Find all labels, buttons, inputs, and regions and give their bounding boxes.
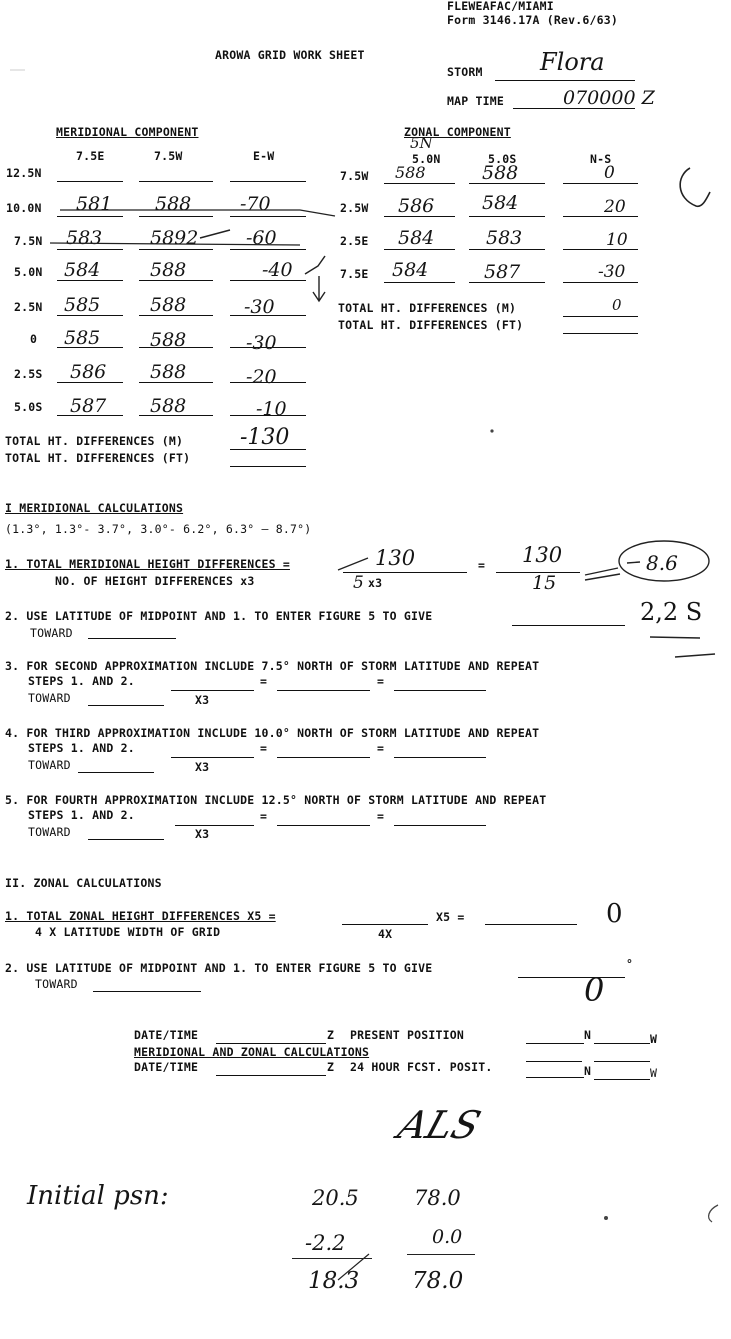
hand-value: 585: [64, 327, 101, 349]
step2-label: 2. USE LATITUDE OF MIDPOINT AND 1. TO ENTER FIGURE 5 TO GIVE: [5, 609, 433, 623]
datetime-label-1: DATE/TIME: [134, 1028, 199, 1042]
hand-value: 20: [604, 197, 626, 217]
step4-steps: STEPS 1. AND 2.: [28, 741, 135, 755]
zonal-step1-denominator: 4 X LATITUDE WIDTH OF GRID: [35, 925, 221, 939]
hand-value: -30: [246, 332, 277, 354]
down-arrow-icon: [313, 276, 325, 301]
row-longitude: 2.5W: [340, 201, 369, 215]
hand-value: -10: [256, 398, 287, 420]
step1-denominator-2: 15: [532, 572, 557, 594]
step4-label: 4. FOR THIRD APPROXIMATION INCLUDE 10.0° NORTH OF STORM LATITUDE AND REPEAT: [5, 726, 540, 740]
storm-label: STORM: [447, 65, 483, 79]
hand-value: 0: [604, 163, 615, 183]
underline-stroke: [650, 637, 700, 638]
present-w-label: W: [650, 1032, 658, 1046]
meridional-total-m-label: TOTAL HT. DIFFERENCES (M): [5, 434, 184, 448]
row-longitude: 2.5E: [340, 234, 369, 248]
step2-value: 2,2 S: [640, 598, 703, 626]
check-mark: [200, 230, 230, 238]
final-latitude: 18.3: [308, 1268, 360, 1294]
zonal-step2-degree: °: [626, 957, 634, 971]
meridional-calc-title: I MERIDIONAL CALCULATIONS: [5, 501, 184, 515]
equals-stroke: [585, 568, 618, 575]
zonal-step2-toward: TOWARD: [35, 977, 78, 991]
org-code: FLEWEAFAC/MIAMI: [447, 0, 554, 13]
hand-value: 584: [392, 259, 429, 281]
check-mark: [305, 256, 325, 274]
zonal-total-ft-label: TOTAL HT. DIFFERENCES (FT): [338, 318, 524, 332]
zonal-calc-title: II. ZONAL CALCULATIONS: [5, 876, 162, 890]
col-e-w: E-W: [253, 149, 275, 163]
step5-toward: TOWARD: [28, 825, 71, 839]
row-latitude: 2.5N: [14, 300, 43, 314]
z-label-2: Z: [327, 1060, 335, 1074]
zonal-step1-result: 0: [606, 899, 623, 929]
step3-x3: X3: [195, 693, 210, 707]
meridional-total-ft-label: TOTAL HT. DIFFERENCES (FT): [5, 451, 191, 465]
hand-value: 588: [150, 395, 187, 417]
zonal-step1-x5: X5 =: [436, 910, 465, 924]
hand-value: 587: [484, 261, 521, 283]
step1-x3: x3: [368, 576, 383, 590]
present-n-label: N: [584, 1028, 592, 1042]
row-latitude: 12.5N: [6, 166, 42, 180]
initial-longitude: 78.0: [414, 1186, 461, 1210]
step4-eq-b: =: [377, 741, 385, 755]
minus-stroke: [338, 558, 368, 570]
row-latitude: 10.0N: [6, 201, 42, 215]
hand-value: 10: [606, 230, 628, 250]
row-latitude: 7.5N: [14, 234, 43, 248]
col-7-5e: 7.5E: [76, 149, 105, 163]
minus-stroke: [627, 562, 640, 563]
hook-arrow-icon: [680, 168, 710, 206]
step4-toward: TOWARD: [28, 758, 71, 772]
col-n-s: N-S: [590, 152, 612, 166]
strike-line-10n: [60, 210, 335, 216]
map-time-label: MAP TIME: [447, 94, 504, 108]
step5-eq-b: =: [377, 809, 385, 823]
speck: [490, 429, 493, 432]
step1-numerator: 130: [375, 546, 416, 570]
z-label-1: Z: [327, 1028, 335, 1042]
hand-value: 586: [70, 361, 107, 383]
datetime-label-2: DATE/TIME: [134, 1060, 199, 1074]
initial-latitude: 20.5: [312, 1186, 359, 1210]
hand-value: 581: [76, 193, 113, 215]
initial-position-label: Initial psn:: [27, 1181, 169, 1211]
zonal-total-m-label: TOTAL HT. DIFFERENCES (M): [338, 301, 517, 315]
final-longitude: 78.0: [412, 1268, 464, 1294]
step1-denominator-value: 5: [353, 573, 364, 593]
col-7-5w: 7.5W: [154, 149, 183, 163]
hand-value: 588: [150, 294, 187, 316]
hand-value: 588: [150, 329, 187, 351]
step3-eq-a: =: [260, 674, 268, 688]
map-time-value: 070000 Z: [563, 87, 655, 109]
step1-result: 8.6: [646, 551, 678, 575]
hand-value: 584: [482, 192, 519, 214]
step1-label: 1. TOTAL MERIDIONAL HEIGHT DIFFERENCES =: [5, 557, 290, 571]
hand-value: 588: [482, 162, 519, 184]
row-latitude: 0: [30, 332, 38, 346]
hand-value: -30: [598, 262, 626, 282]
fcst-w-label: W: [650, 1066, 658, 1080]
meridional-total-m: -130: [240, 425, 290, 450]
pen-stroke: [709, 1205, 718, 1222]
row-longitude: 7.5W: [340, 169, 369, 183]
hand-value: 588: [155, 193, 192, 215]
storm-value: Flora: [540, 48, 605, 76]
zonal-step1-label: 1. TOTAL ZONAL HEIGHT DIFFERENCES X5 =: [5, 909, 276, 923]
step5-label: 5. FOR FOURTH APPROXIMATION INCLUDE 12.5° NORTH OF STORM LATITUDE AND REPEAT: [5, 793, 547, 807]
present-position-label: PRESENT POSITION: [350, 1028, 464, 1042]
step3-toward: TOWARD: [28, 691, 71, 705]
equals-stroke: [585, 574, 620, 580]
meridional-zonal-label: MERIDIONAL AND ZONAL CALCULATIONS: [134, 1045, 370, 1059]
row-latitude: 5.0S: [14, 400, 43, 414]
page-title: AROWA GRID WORK SHEET: [215, 48, 365, 62]
hand-value: 586: [398, 195, 435, 217]
zonal-step1-4x: 4X: [378, 927, 393, 941]
step3-label: 3. FOR SECOND APPROXIMATION INCLUDE 7.5° NORTH OF STORM LATITUDE AND REPEAT: [5, 659, 540, 673]
hand-value: -40: [262, 259, 293, 281]
hand-value: 585: [64, 294, 101, 316]
hand-value: 584: [398, 227, 435, 249]
initials-signature: ALS: [392, 1103, 486, 1147]
correction-longitude: 0.0: [432, 1226, 463, 1248]
step5-x3: X3: [195, 827, 210, 841]
step5-eq-a: =: [260, 809, 268, 823]
hand-value: 584: [64, 259, 101, 281]
hand-value: 587: [70, 395, 107, 417]
hand-value: 588: [395, 163, 426, 182]
step4-x3: X3: [195, 760, 210, 774]
zonal-step2-label: 2. USE LATITUDE OF MIDPOINT AND 1. TO ENTER FIGURE 5 TO GIVE: [5, 961, 433, 975]
col-5-0n: 5.0N: [412, 152, 441, 166]
step5-steps: STEPS 1. AND 2.: [28, 808, 135, 822]
col-5n-handwritten: 5N: [410, 134, 433, 152]
hand-value: -20: [246, 366, 277, 388]
zonal-step2-value: 0: [584, 971, 605, 1009]
step1-denominator: NO. OF HEIGHT DIFFERENCES x3: [55, 574, 255, 588]
hand-value: 583: [486, 227, 523, 249]
hand-value: 5892: [150, 227, 199, 249]
zonal-total-m: 0: [612, 296, 622, 314]
speck: [604, 1216, 608, 1220]
meridional-calc-subtitle: (1.3°, 1.3°- 3.7°, 3.0°- 6.2°, 6.3° — 8.7°): [5, 522, 312, 536]
fcst-n-label: N: [584, 1064, 592, 1078]
hand-value: 588: [150, 259, 187, 281]
row-longitude: 7.5E: [340, 267, 369, 281]
row-latitude: 5.0N: [14, 265, 43, 279]
step2-toward: TOWARD: [30, 626, 73, 640]
meridional-title: MERIDIONAL COMPONENT: [56, 125, 199, 139]
row-latitude: 2.5S: [14, 367, 43, 381]
hand-value: -70: [240, 193, 271, 215]
step4-eq-a: =: [260, 741, 268, 755]
step3-eq-b: =: [377, 674, 385, 688]
hand-value: 588: [150, 361, 187, 383]
strike-line-7-5n: [50, 243, 300, 245]
col-5-0s: 5.0S: [488, 152, 517, 166]
step3-steps: STEPS 1. AND 2.: [28, 674, 135, 688]
hand-value: 583: [66, 227, 103, 249]
pen-stroke: [338, 1254, 369, 1280]
fcst-position-label: 24 HOUR FCST. POSIT.: [350, 1060, 493, 1074]
underline-stroke: [675, 654, 715, 657]
zonal-title: ZONAL COMPONENT: [404, 125, 511, 139]
hand-value: -30: [244, 296, 275, 318]
hand-value: -60: [246, 227, 277, 249]
form-number: Form 3146.17A (Rev.6/63): [447, 13, 618, 27]
step1-equals: =: [478, 558, 486, 572]
correction-latitude: -2.2: [305, 1231, 346, 1255]
step1-numerator-2: 130: [522, 543, 563, 567]
result-circle: [619, 541, 709, 581]
